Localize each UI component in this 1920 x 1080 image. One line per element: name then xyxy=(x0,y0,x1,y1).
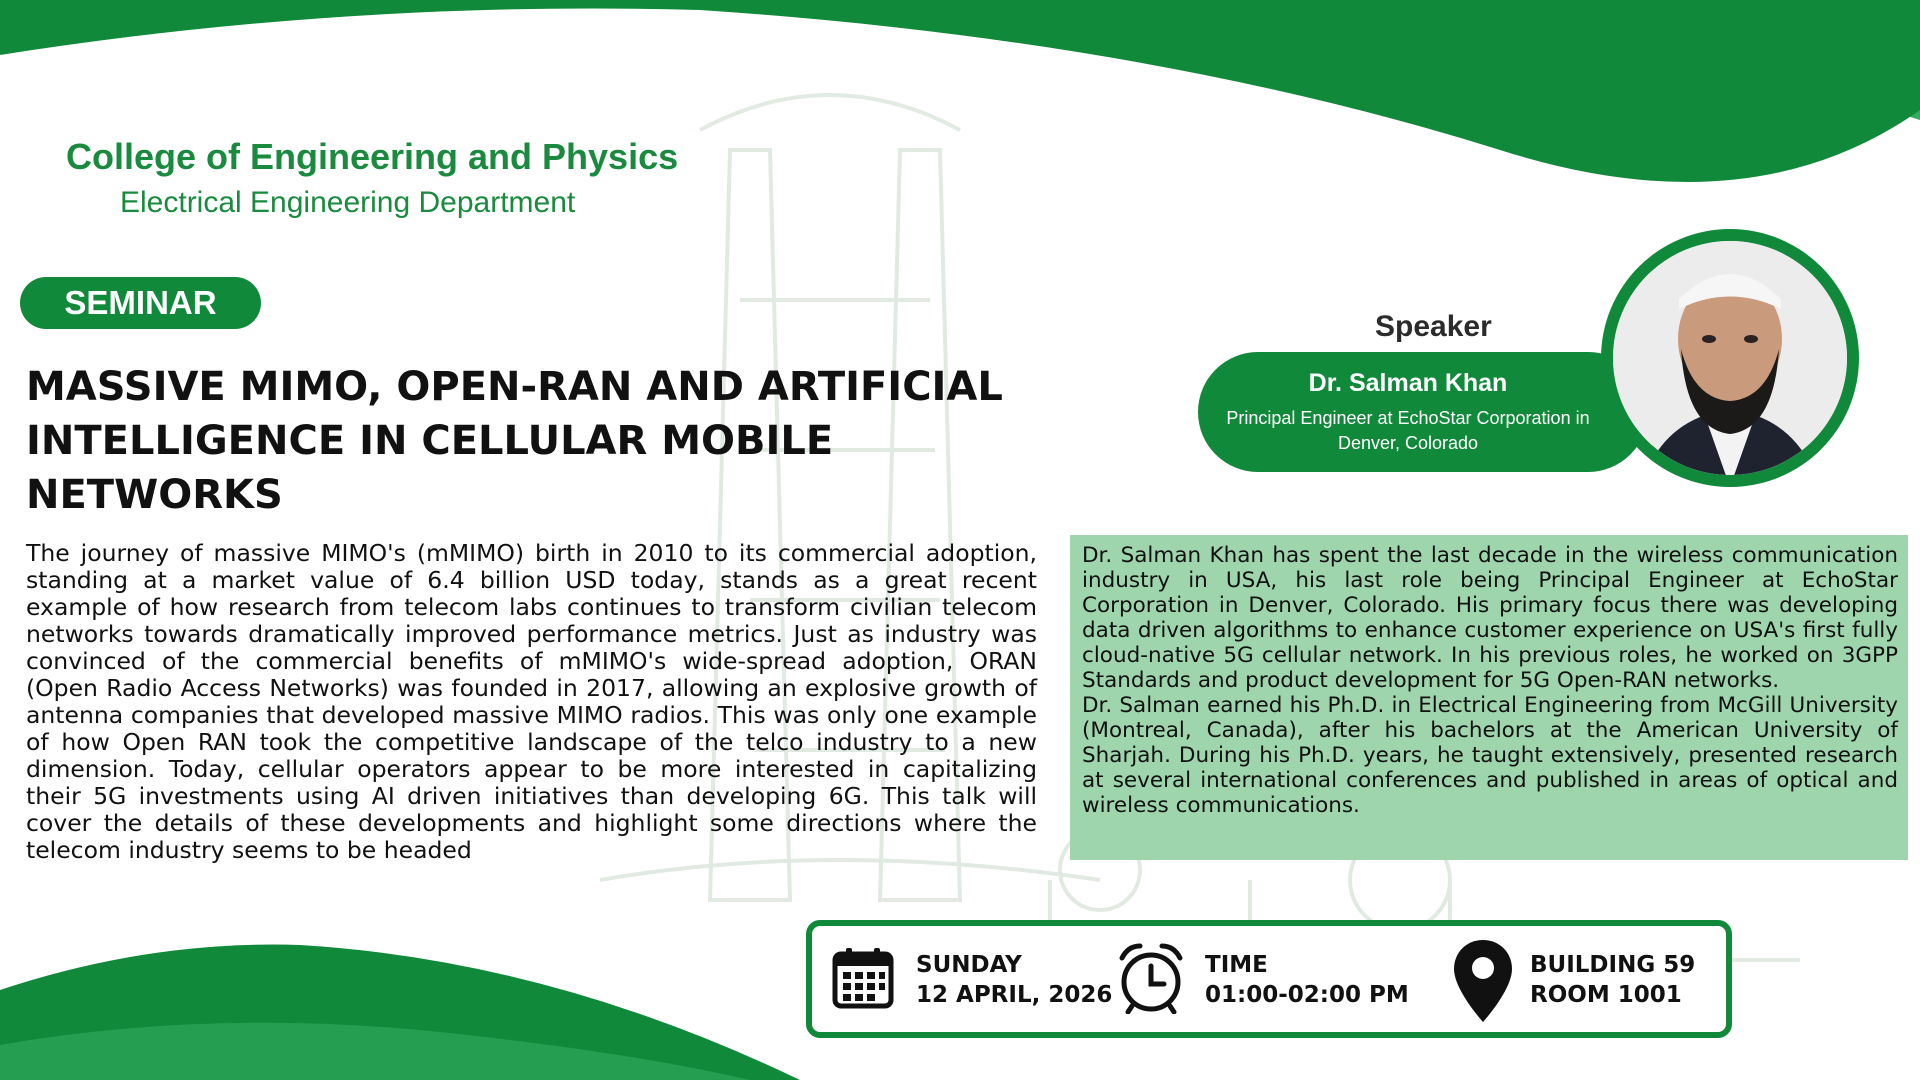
event-date: 12 APRIL, 2026 xyxy=(916,982,1113,1008)
speaker-card xyxy=(1198,352,1648,472)
time-label: TIME xyxy=(1205,952,1268,978)
speaker-portrait xyxy=(1601,229,1859,487)
event-details-box xyxy=(806,920,1732,1038)
department-name: Electrical Engineering Department xyxy=(120,186,576,219)
calendar-icon xyxy=(832,946,894,1010)
seminar-badge: SEMINAR xyxy=(20,277,261,329)
speaker-role: Principal Engineer at EchoStar Corporation in Denver, Colorado xyxy=(1226,407,1590,453)
event-time: 01:00-02:00 PM xyxy=(1205,982,1409,1008)
speaker-photo xyxy=(1601,229,1859,487)
alarm-clock-icon xyxy=(1118,942,1184,1014)
bio-paragraph: Dr. Salman earned his Ph.D. in Electrical Engineering from McGill University (Montreal, Canada), after his bachelors at the American University of Sharjah. During his Ph.D. years, he taught extensively, presented research at several international conferences and published in areas of optical and wireless communications. xyxy=(1082,693,1898,818)
speaker-heading: Speaker xyxy=(1375,310,1492,343)
speaker-name: Dr. Salman Khan xyxy=(1308,368,1508,397)
speaker-bio xyxy=(1070,535,1908,860)
bio-paragraph: Dr. Salman Khan has spent the last decade in the wireless communication industry in USA, his last role being Principal Engineer at EchoStar Corporation in Denver, Colorado. His primary focus there was developing data driven algorithms to enhance customer experience on USA's first fully cloud-native 5G cellular network. In his previous roles, he worked on 3GPP Standards and product development for 5G Open-RAN networks. xyxy=(1082,543,1898,693)
event-room: ROOM 1001 xyxy=(1530,982,1682,1008)
location-pin-icon xyxy=(1452,938,1514,1024)
event-building: BUILDING 59 xyxy=(1530,952,1696,978)
abstract-text: The journey of massive MIMO's (mMIMO) birth in 2010 to its commercial adoption, standing at a market value of 6.4 billion USD today, stands as a great recent example of how research from telecom labs continues to transform civilian telecom networks towards dramatically improved performance metrics. Just as industry was convinced of the commercial benefits of mMIMO's wide-spread adoption, ORAN (Open Radio Access Networks) was founded in 2017, allowing an explosive growth of antenna companies that developed massive MIMO radios. This was only one example of how Open RAN took the competitive landscape of the telco industry to a new dimension. Today, cellular operators appear to be more interested in capitalizing their 5G investments using AI driven initiatives than developing 6G. This talk will cover the details of these developments and highlight some directions where the telecom industry seems to be headed xyxy=(26,539,1037,864)
college-name: College of Engineering and Physics xyxy=(66,136,679,177)
event-day: SUNDAY xyxy=(916,952,1022,978)
seminar-title: MASSIVE MIMO, OPEN-RAN AND ARTIFICIAL INTELLIGENCE IN CELLULAR MOBILE NETWORKS xyxy=(26,364,1003,518)
